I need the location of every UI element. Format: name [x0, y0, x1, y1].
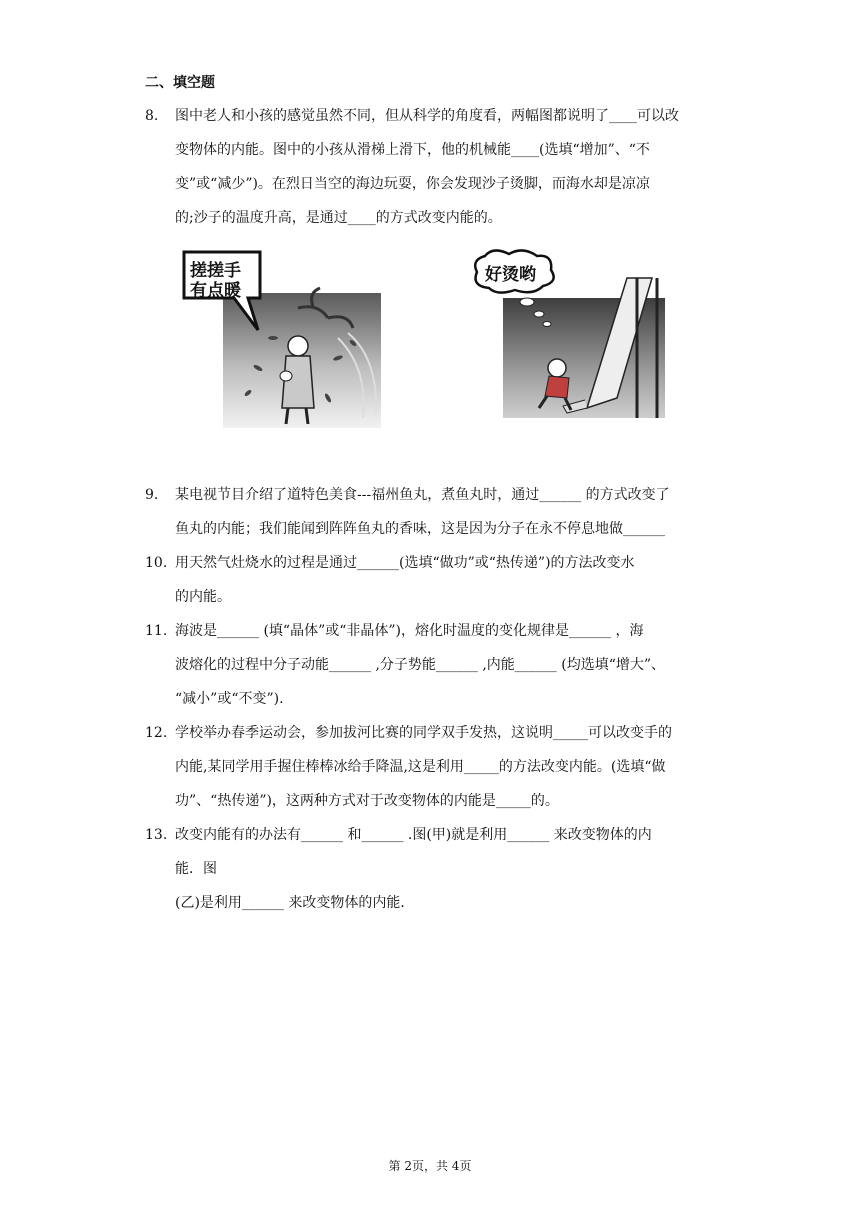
speech-bubble-text-line2: 有点暖 [190, 281, 241, 301]
question-text-line: 某电视节目介绍了道特色美食---福州鱼丸，煮鱼丸时，通过______ 的方式改变了 [175, 487, 670, 503]
question-text-line: 功”、“热传递”)，这两种方式对于改变物体的内能是_____的。 [175, 793, 559, 809]
question-text-line: 变”或“减少”)。在烈日当空的海边玩耍，你会发现沙子烫脚，而海水却是凉凉 [175, 176, 650, 192]
question-text-line: 用天然气灶烧水的过程是通过______(选填“做功”或“热传递”)的方法改变水 [175, 555, 635, 571]
question-text-line: 图中老人和小孩的感觉虽然不同，但从科学的角度看，两幅图都说明了____可以改 [175, 108, 679, 124]
question-9 [145, 478, 735, 546]
question-text-line: 内能,某同学用手握住棒棒冰给手降温,这是利用_____的方法改变内能。(选填“做 [175, 759, 666, 775]
speech-bubble-text: 好烫哟 [485, 265, 536, 285]
question-number: 8. [145, 108, 159, 124]
figure-child-on-slide [467, 248, 667, 420]
question-text-line: 的内能。 [175, 589, 231, 605]
question-text-line: 的;沙子的温度升高，是通过____的方式改变内能的。 [175, 210, 502, 226]
question-12 [145, 716, 735, 818]
question-11 [145, 614, 735, 716]
figure-old-man-rubbing-hands [178, 248, 388, 430]
question-number: 10. [145, 555, 168, 571]
question-text-line: 波熔化的过程中分子动能______ ,分子势能______ ,内能______ (均选填“增大”、 [175, 657, 666, 673]
question-number: 11. [145, 623, 168, 639]
question-text-line: 能．图 [175, 861, 217, 877]
question-number: 12. [145, 725, 168, 741]
question-10 [145, 546, 735, 614]
section-title: 二、填空题 [145, 75, 215, 91]
question-text-line: (乙)是利用______ 来改变物体的内能． [175, 895, 415, 911]
question-text-line: 海波是______ (填“晶体”或“非晶体”)，熔化时温度的变化规律是______ ，海 [175, 623, 644, 639]
question-number: 13. [145, 827, 168, 843]
speech-bubble-text-line1: 搓搓手 [190, 261, 241, 281]
question-text-line: “减小”或“不变”). [175, 691, 284, 707]
question-text-line: 学校举办春季运动会，参加拔河比赛的同学双手发热，这说明_____可以改变手的 [175, 725, 672, 741]
question-8 [145, 99, 735, 235]
question-text-line: 鱼丸的内能；我们能闻到阵阵鱼丸的香味，这是因为分子在永不停息地做______ [175, 521, 665, 537]
question-text-line: 改变内能有的办法有______ 和______ .图(甲)就是利用______ 来改变物体的内 [175, 827, 652, 843]
question-number: 9. [145, 487, 159, 503]
question-text-line: 变物体的内能。图中的小孩从滑梯上滑下，他的机械能____(选填“增加”、“不 [175, 142, 650, 158]
question-13 [145, 818, 735, 920]
page-footer: 第 2页，共 4页 [388, 1159, 472, 1173]
